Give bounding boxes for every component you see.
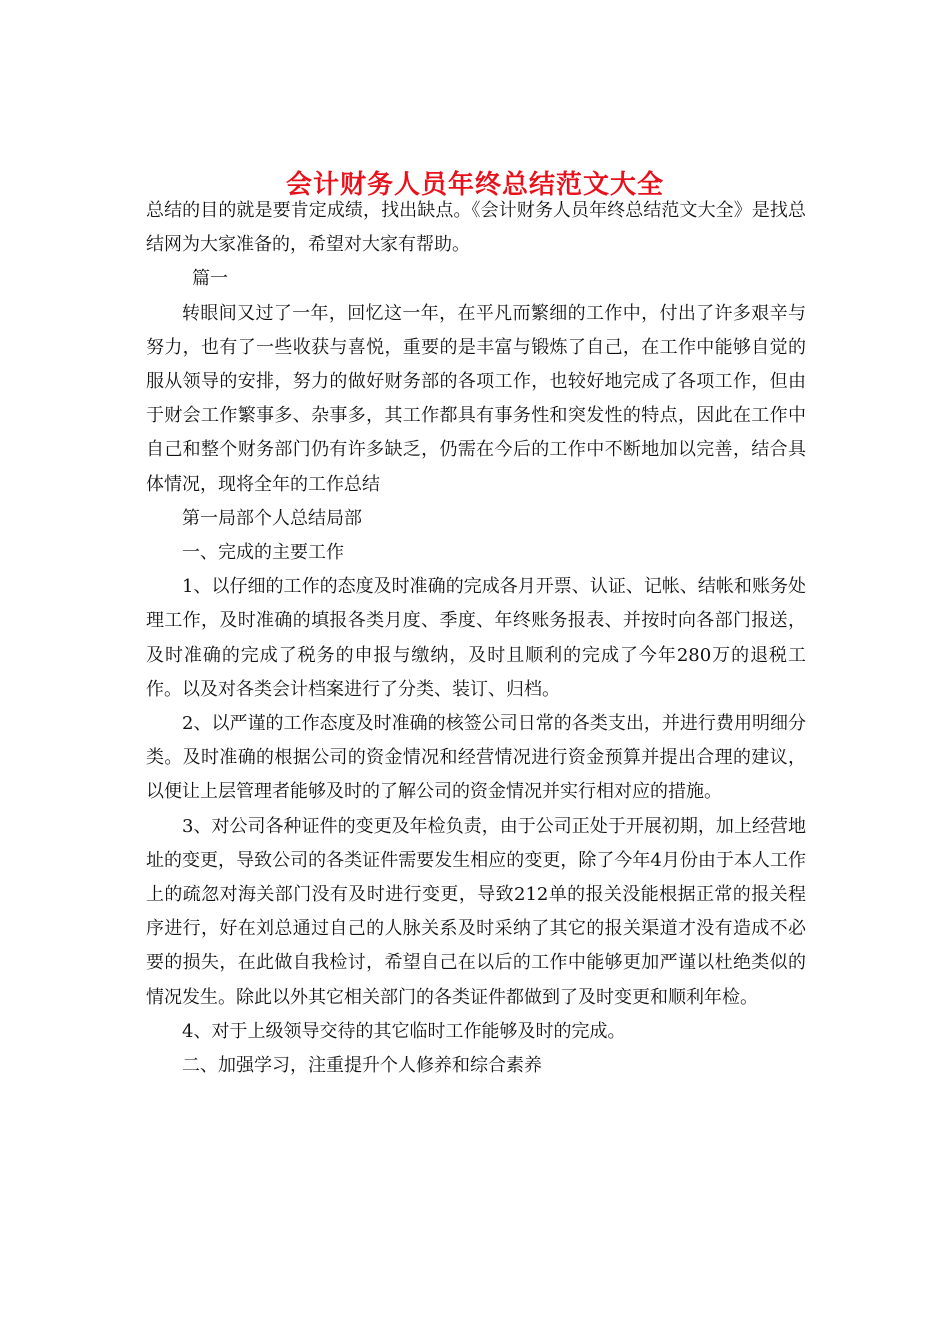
paragraph-item-3: 3、对公司各种证件的变更及年检负责，由于公司正处于开展初期，加上经营地址的变更，导致公司的各类证件需要发生相应的变更，除了今年4月份由于本人工作上的疏忽对海关部门没有及时进行变更，导致212单的报关没能根据正常的报关程序进行，好在刘总通过自己的人脉关系及时采纳了其它的报关渠道才没有造成不必要的损失，在此做自我检讨，希望自己在以后的工作中能够更加严谨以杜绝类似的情况发生。除此以外其它相关部门的各类证件都做到了及时变更和顺利年检。	[146, 815, 806, 1008]
section-heading-pian-yi: 篇一	[192, 268, 228, 290]
section-heading-part-one: 第一局部个人总结局部	[182, 507, 362, 529]
section-heading-main-work: 一、完成的主要工作	[182, 542, 344, 564]
document-title: 会计财务人员年终总结范文大全	[285, 170, 664, 201]
section-heading-study: 二、加强学习，注重提升个人修养和综合素养	[182, 1055, 542, 1077]
paragraph-intro: 总结的目的就是要肯定成绩，找出缺点。《会计财务人员年终总结范文大全》是找总结网为大家准备的，希望对大家有帮助。	[146, 200, 806, 256]
paragraph-overview: 转眼间又过了一年，回忆这一年，在平凡而繁细的工作中，付出了许多艰辛与努力，也有了一些收获与喜悦，重要的是丰富与锻炼了自己，在工作中能够自觉的服从领导的安排，努力的做好财务部的各项工作，也较好地完成了各项工作，但由于财会工作繁事多、杂事多，其工作都具有事务性和突发性的特点，因此在工作中自己和整个财务部门仍有许多缺乏，仍需在今后的工作中不断地加以完善，结合具体情况，现将全年的工作总结	[146, 302, 806, 495]
paragraph-item-4: 4、对于上级领导交待的其它临时工作能够及时的完成。	[182, 1020, 626, 1042]
paragraph-item-1: 1、以仔细的工作的态度及时准确的完成各月开票、认证、记帐、结帐和账务处理工作，及时准确的填报各类月度、季度、年终账务报表、并按时向各部门报送，及时准确的完成了税务的申报与缴纳，及时且顺利的完成了今年280万的退税工作。以及对各类会计档案进行了分类、装订、归档。	[146, 576, 806, 700]
paragraph-item-2: 2、以严谨的工作态度及时准确的核签公司日常的各类支出，并进行费用明细分类。及时准确的根据公司的资金情况和经营情况进行资金预算并提出合理的建议，以便让上层管理者能够及时的了解公司的资金情况并实行相对应的措施。	[146, 713, 806, 803]
document-body	[146, 194, 806, 1083]
